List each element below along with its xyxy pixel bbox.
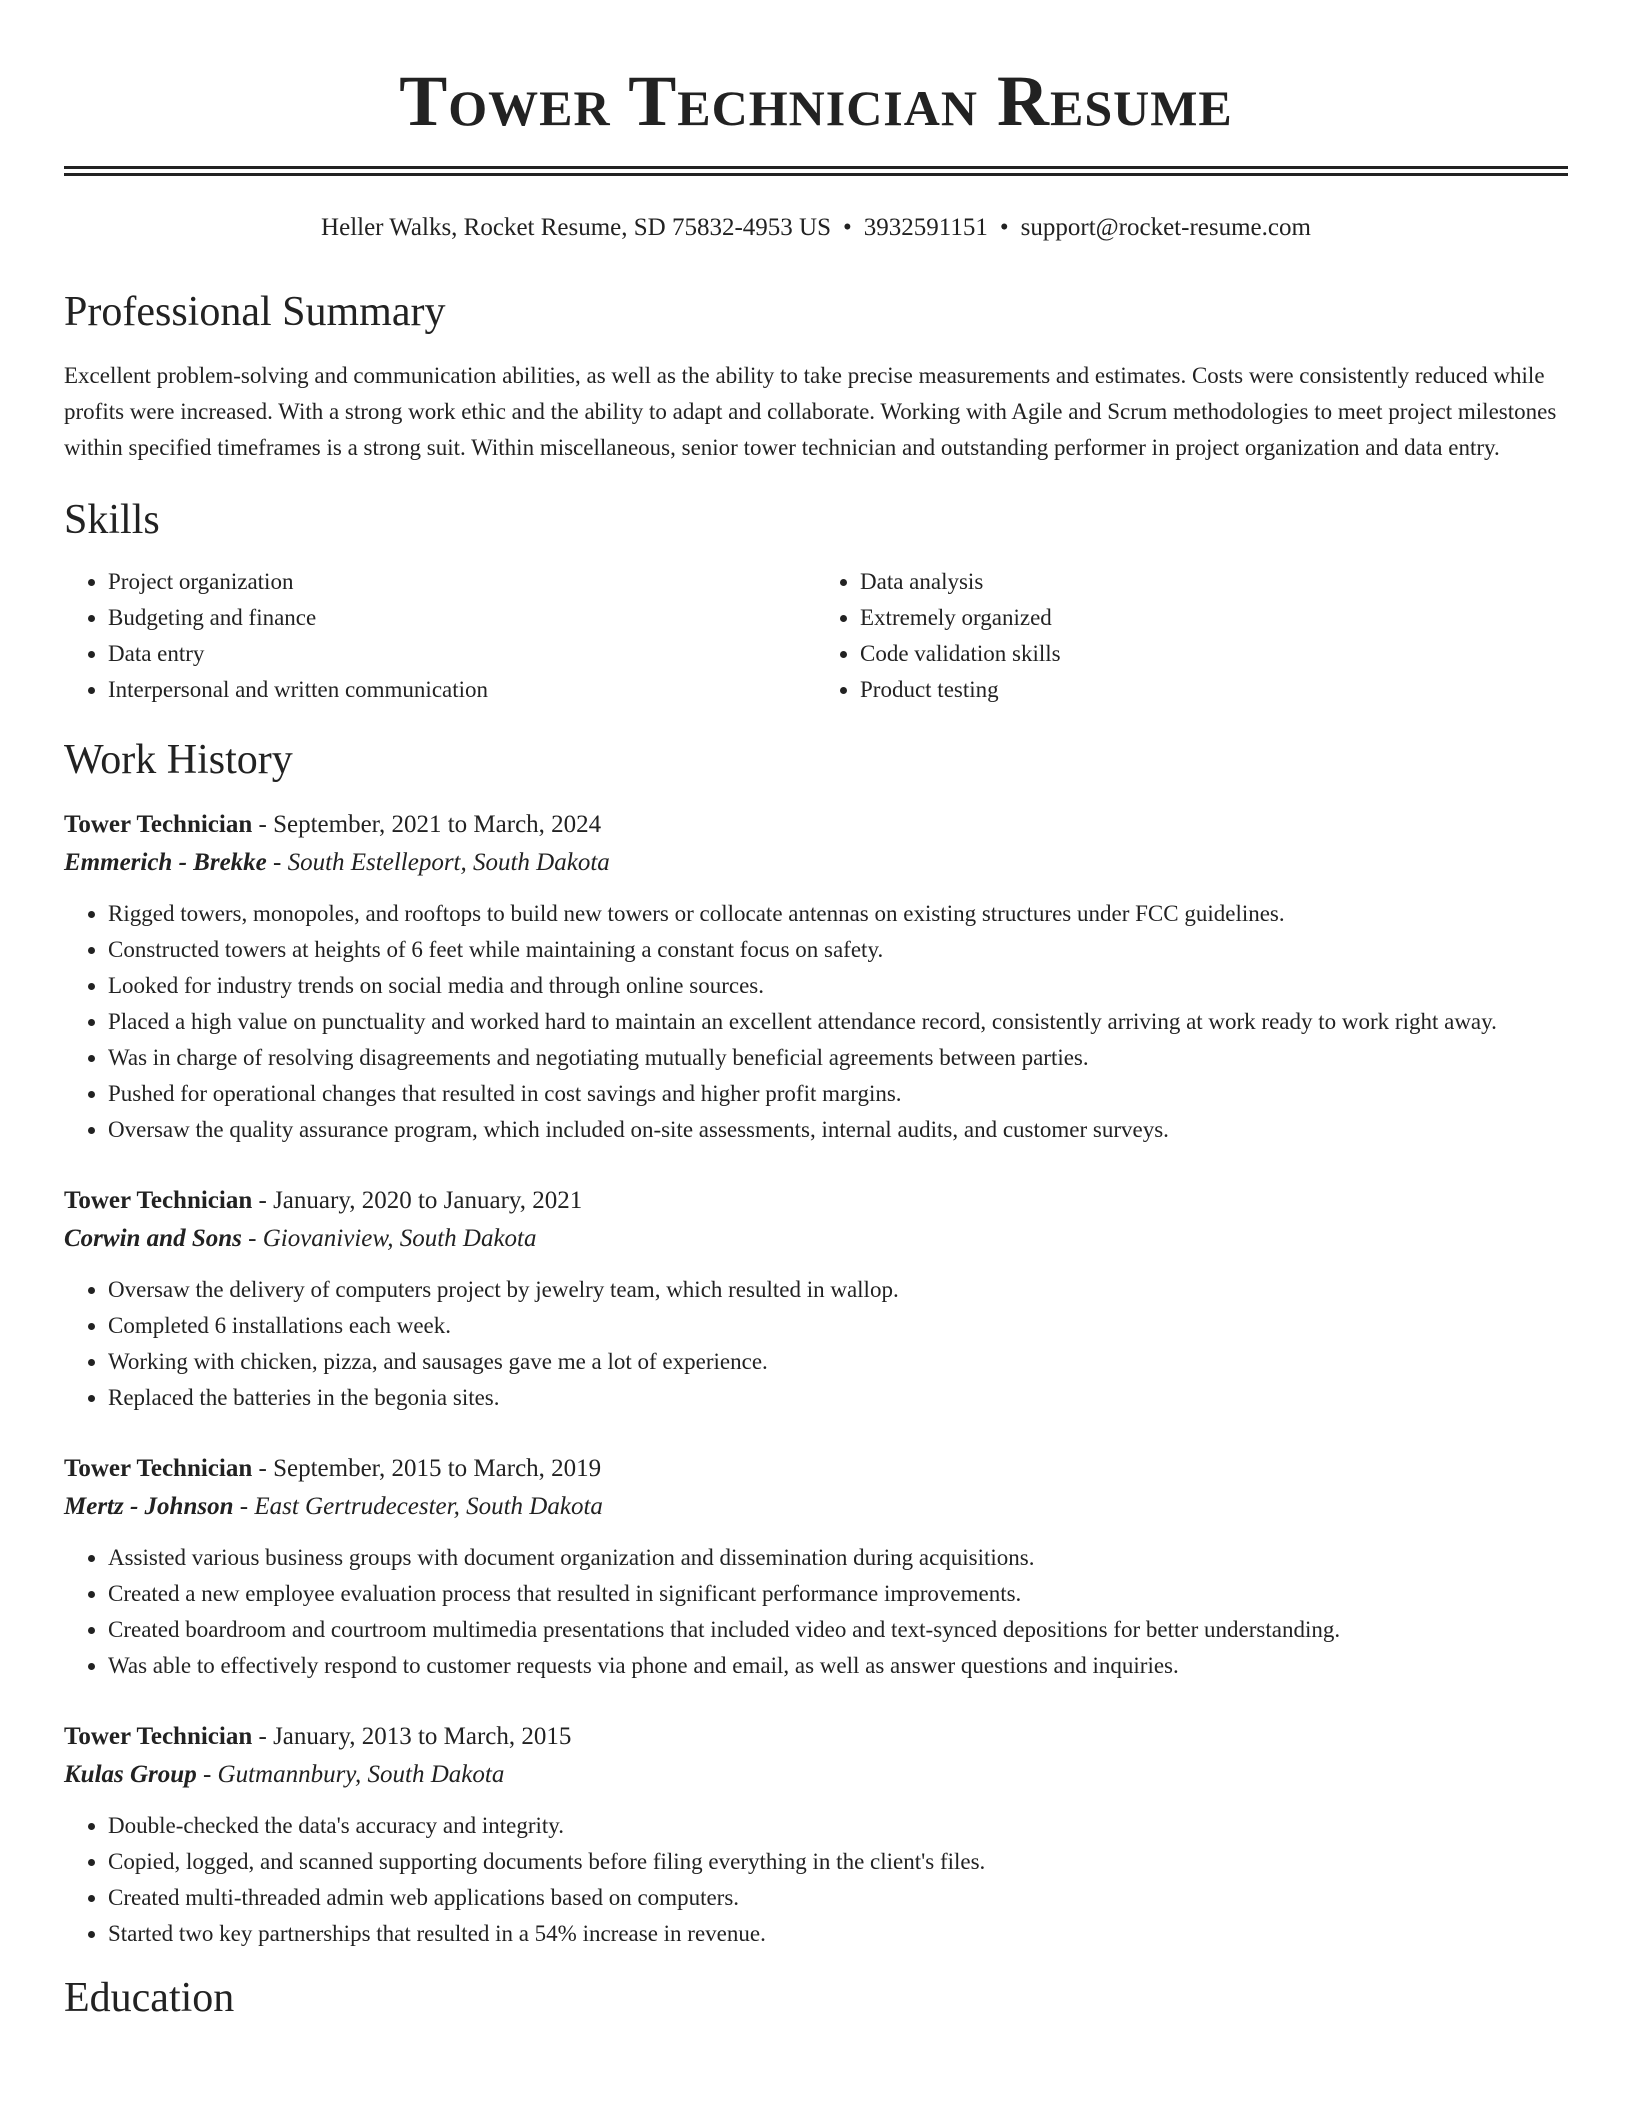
job-bullet: • Created boardroom and courtroom multimedia presentations that included video and text-synced depositions for better understanding. — [108, 1612, 1568, 1648]
job-bullets — [64, 1272, 1568, 1416]
job-bullet: • Created a new employee evaluation process that resulted in significant performance improvements. — [108, 1576, 1568, 1612]
job-bullets — [64, 1808, 1568, 1952]
job-location: - South Estelleport, South Dakota — [266, 849, 610, 876]
contact-address: Heller Walks, Rocket Resume, SD 75832-4953 US — [321, 214, 832, 241]
job-company: Kulas Group — [64, 1761, 197, 1788]
job-bullet: • Looked for industry trends on social media and through online sources. — [108, 968, 1568, 1004]
skill-item: • Extremely organized — [860, 600, 1568, 636]
job-title: Tower Technician — [64, 811, 253, 838]
job-title: Tower Technician — [64, 1455, 253, 1482]
resume-title: Tower Technician Resume — [399, 61, 1233, 141]
job-bullet: • Created multi-threaded admin web applications based on computers. — [108, 1880, 1568, 1916]
job-dates: - September, 2021 to March, 2024 — [252, 811, 602, 838]
skills-heading: Skills — [64, 497, 160, 543]
contact-line — [64, 212, 1568, 244]
skills-list-right — [816, 564, 1568, 708]
job-dates: - January, 2013 to March, 2015 — [252, 1723, 572, 1750]
skill-item: • Code validation skills — [860, 636, 1568, 672]
skill-item: • Budgeting and finance — [108, 600, 816, 636]
job-company-line — [64, 1488, 1568, 1526]
skill-item: • Data analysis — [860, 564, 1568, 600]
job-bullet: • Was able to effectively respond to customer requests via phone and email, as well as answer questions and inquiries. — [108, 1648, 1568, 1684]
skill-item: • Interpersonal and written communication — [108, 672, 816, 708]
job-company-line — [64, 1220, 1568, 1258]
job-entry — [64, 806, 1568, 1148]
skill-item: • Data entry — [108, 636, 816, 672]
job-bullet: • Oversaw the delivery of computers project by jewelry team, which resulted in wallop. — [108, 1272, 1568, 1308]
job-entry — [64, 1718, 1568, 1952]
job-company-line — [64, 844, 1568, 882]
job-dates: - September, 2015 to March, 2019 — [252, 1455, 602, 1482]
job-title-line — [64, 1450, 1568, 1488]
job-bullet: • Rigged towers, monopoles, and rooftops to build new towers or collocate antennas on existing structures under FCC guidelines. — [108, 896, 1568, 932]
job-bullet: • Completed 6 installations each week. — [108, 1308, 1568, 1344]
contact-separator: • — [999, 214, 1009, 241]
job-bullet: • Working with chicken, pizza, and sausages gave me a lot of experience. — [108, 1344, 1568, 1380]
skill-item: • Project organization — [108, 564, 816, 600]
work-history-heading: Work History — [64, 737, 293, 783]
job-bullets — [64, 1540, 1568, 1684]
job-company: Mertz - Johnson — [64, 1493, 234, 1520]
job-dates: - January, 2020 to January, 2021 — [252, 1187, 583, 1214]
job-bullets — [64, 896, 1568, 1148]
job-entry — [64, 1450, 1568, 1684]
job-bullet: • Placed a high value on punctuality and worked hard to maintain an excellent attendance record, consistently arriving at work ready to work right away. — [108, 1004, 1568, 1040]
job-company-line — [64, 1756, 1568, 1794]
skill-item: • Product testing — [860, 672, 1568, 708]
job-bullet: • Oversaw the quality assurance program, which included on-site assessments, internal audits, and customer surveys. — [108, 1112, 1568, 1148]
job-entry — [64, 1182, 1568, 1416]
job-location: - East Gertrudecester, South Dakota — [233, 1493, 603, 1520]
job-location: - Gutmannbury, South Dakota — [196, 1761, 505, 1788]
job-title-line — [64, 806, 1568, 844]
job-title-line — [64, 1718, 1568, 1756]
skills-columns — [64, 564, 1568, 708]
education-heading: Education — [64, 1975, 235, 2021]
job-title: Tower Technician — [64, 1723, 253, 1750]
job-location: - Giovaniview, South Dakota — [241, 1225, 537, 1252]
job-bullet: • Constructed towers at heights of 6 feet while maintaining a constant focus on safety. — [108, 932, 1568, 968]
job-company: Emmerich - Brekke — [64, 849, 267, 876]
job-company: Corwin and Sons — [64, 1225, 242, 1252]
job-title: Tower Technician — [64, 1187, 253, 1214]
summary-text: Excellent problem-solving and communication abilities, as well as the ability to take precise measurements and estimates. Costs were consistently reduced while profits were increased. With a strong work ethic and the ability to adapt and collaborate. Working with Agile and Scrum methodologies to meet project milestones within specified timeframes is a strong suit. Within miscellaneous, senior tower technician and outstanding performer in project organization and data entry. — [64, 363, 1557, 460]
job-bullet: • Double-checked the data's accuracy and integrity. — [108, 1808, 1568, 1844]
job-bullet: • Was in charge of resolving disagreements and negotiating mutually beneficial agreements between parties. — [108, 1040, 1568, 1076]
job-bullet: • Copied, logged, and scanned supporting documents before filing everything in the client's files. — [108, 1844, 1568, 1880]
contact-phone: 3932591151 — [863, 214, 988, 241]
job-bullet: • Replaced the batteries in the begonia sites. — [108, 1380, 1568, 1416]
title-double-rule — [64, 166, 1568, 176]
skills-list-left — [64, 564, 816, 708]
job-title-line — [64, 1182, 1568, 1220]
summary-heading: Professional Summary — [64, 289, 446, 335]
contact-email: support@rocket-resume.com — [1020, 214, 1311, 241]
job-bullet: • Started two key partnerships that resulted in a 54% increase in revenue. — [108, 1916, 1568, 1952]
job-bullet: • Assisted various business groups with document organization and dissemination during acquisitions. — [108, 1540, 1568, 1576]
job-bullet: • Pushed for operational changes that resulted in cost savings and higher profit margins. — [108, 1076, 1568, 1112]
contact-separator: • — [843, 214, 852, 241]
